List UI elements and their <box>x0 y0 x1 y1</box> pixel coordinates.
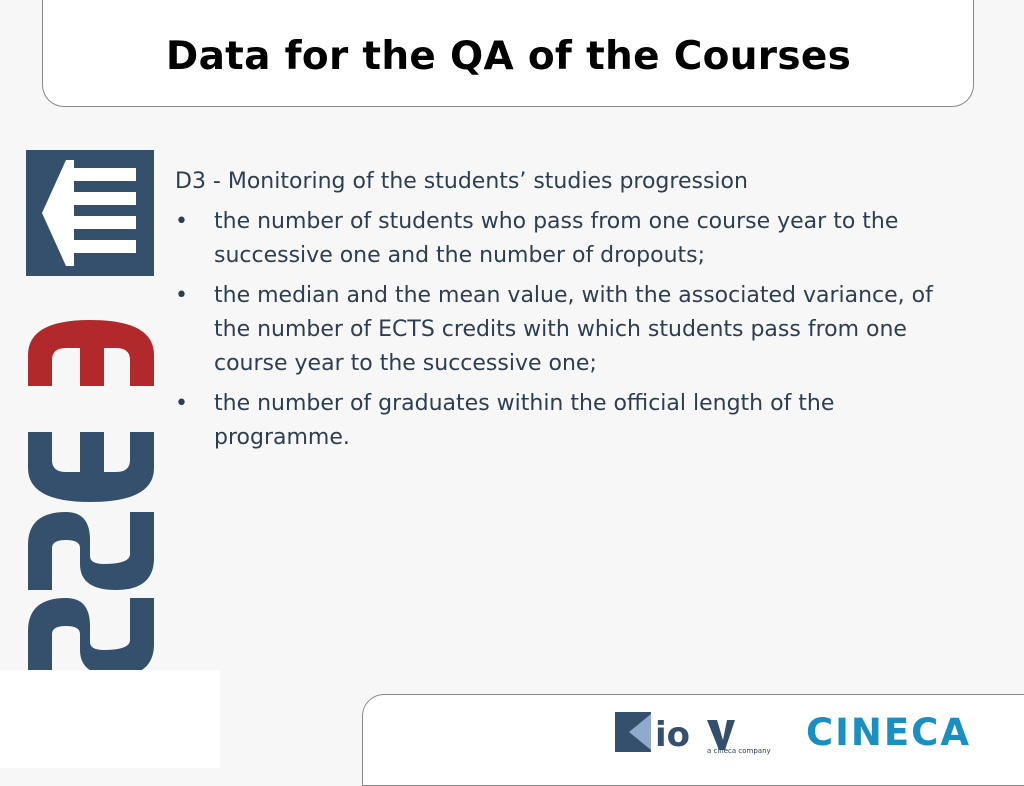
list-item-text: the number of students who pass from one course year to the successive one and the number of dropouts; <box>214 209 899 268</box>
bullet-list <box>175 205 975 455</box>
slide-content <box>175 165 975 455</box>
cineca-logo: CINECA <box>806 711 971 754</box>
slide-title: Data for the QA of the Courses <box>165 34 852 79</box>
bottom-left-panel <box>0 670 220 768</box>
bullet-icon: • <box>175 209 188 234</box>
list-item <box>175 279 975 381</box>
list-item-text: the number of graduates within the official length of the programme. <box>214 391 835 450</box>
kion-logo-text: io <box>655 715 691 755</box>
side-logo <box>26 150 158 740</box>
bullet-icon: • <box>175 283 188 308</box>
list-item <box>175 387 975 455</box>
content-heading: D3 - Monitoring of the students’ studies progression <box>175 169 748 194</box>
bullet-icon: • <box>175 391 188 416</box>
list-item <box>175 205 975 273</box>
kion-tagline: a cineca company <box>707 747 771 755</box>
list-item-text: the median and the mean value, with the associated variance, of the number of ECTS credits with which students pass from one course year to the successive one; <box>214 283 933 376</box>
